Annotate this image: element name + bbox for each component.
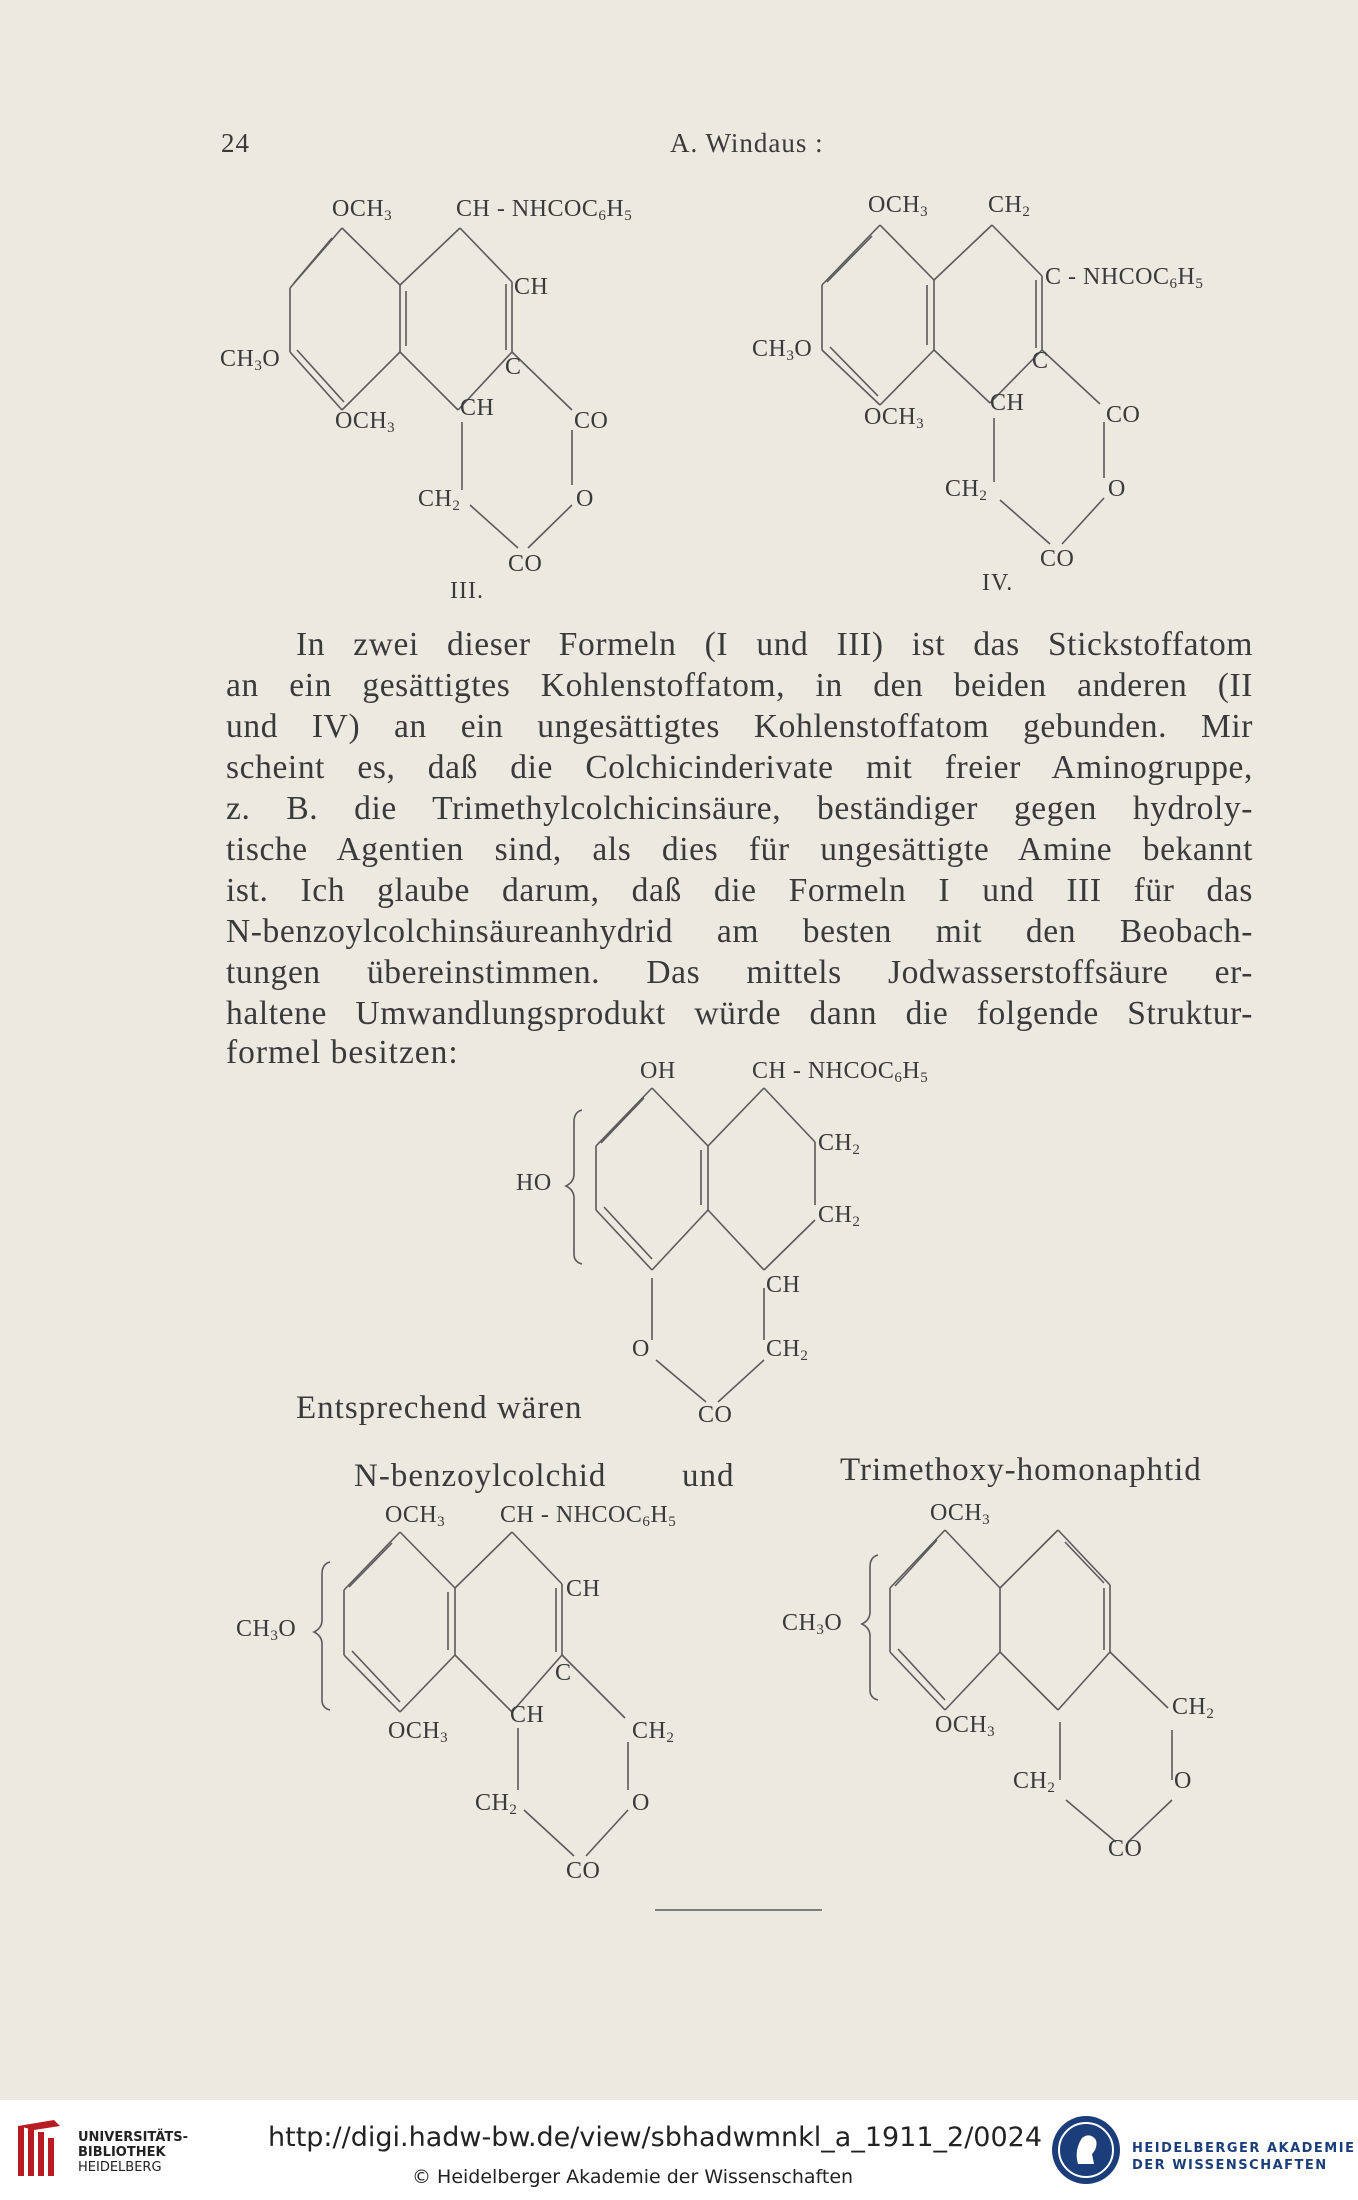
ha-line-2: DER WISSENSCHAFTEN [1132,2158,1328,2173]
formula-iv-numeral: IV. [982,570,1014,596]
formula-iv-och3-top: $OCH_3$ [868,192,929,220]
ub-line-1: UNIVERSITÄTS- [78,2130,188,2145]
formula-middle-o: O [632,1336,650,1362]
formula-bl-och3-top: $OCH_3$ [385,1502,446,1530]
formula-middle-oh: OH [640,1058,676,1084]
document-url-link[interactable]: http://digi.hadw-bw.de/view/sbhadwmnkl_a_1911_2/0024 [268,2122,1043,2153]
formula-bl-chain: CH - $NHCOC_6H_5$ [500,1502,677,1530]
formula-iii-co-right: CO [574,408,609,434]
formula-iv-c: C [1032,348,1049,374]
entsprechend-text: Entsprechend wären [296,1390,583,1426]
paragraph-last-line: formel besitzen: [226,1034,459,1071]
formula-iv-ch2-top: $CH_2$ [988,192,1031,220]
paragraph-line: tungen übereinstimmen. Das mittels Jodwasserstoffsäure er- [226,954,1253,991]
formula-bl-ch-inner: CH [510,1702,545,1728]
paragraph-line: N-benzoylcolchinsäureanhydrid am besten mit den Beobach- [226,913,1253,950]
formula-br-co: CO [1108,1836,1143,1862]
ha-line-1: HEIDELBERGER AKADEMIE [1132,2141,1356,2156]
ub-line-2: BIBLIOTHEK [78,2145,166,2160]
paragraph-line: z. B. die Trimethylcolchicinsäure, beständiger gegen hydroly- [226,790,1253,827]
formula-iii-ch3o: $CH_3O$ [220,346,281,374]
formula-middle-ch2-c: $CH_2$ [766,1336,809,1364]
formula-br-o: O [1174,1768,1192,1794]
paragraph-line: tische Agentien sind, als dies für ungesättigte Amine bekannt [226,831,1253,868]
formula-iii-c: C [505,354,522,380]
formula-iv-ch2: $CH_2$ [945,476,988,504]
academy-name [1132,2140,1355,2174]
university-library-name [78,2130,188,2175]
formula-bl-ch2-right: $CH_2$ [632,1718,675,1746]
paragraph-line: scheint es, daß die Colchicinderivate mit freier Aminogruppe, [226,749,1253,786]
paragraph-line: In zwei dieser Formeln (I und III) ist das Stickstoffatom [296,626,1253,663]
formula-iv-co-right: CO [1106,402,1141,428]
formula-br-ch3o: $CH_3O$ [782,1610,843,1638]
formula-iii-ch: CH [514,274,549,300]
formula-bl-och3-bottom: $OCH_3$ [388,1718,449,1746]
formula-iii-ch-inner: CH [460,395,495,421]
formula-iii-o: O [576,486,594,512]
formula-iv-o: O [1108,476,1126,502]
label-n-benzoylcolchid: N-benzoylcolchid [354,1458,607,1494]
running-head: A. Windaus : [670,128,824,158]
formula-br-ch2-right: $CH_2$ [1172,1694,1215,1722]
paragraph-line: ist. Ich glaube darum, daß die Formeln I und III für das [226,872,1253,909]
formula-iv-co-bottom: CO [1040,546,1075,572]
formula-bl-c: C [555,1660,572,1686]
ub-line-3: HEIDELBERG [78,2160,162,2175]
formula-middle-co: CO [698,1402,733,1428]
footer-bar [0,2100,1358,2200]
label-und: und [682,1458,735,1494]
formula-middle-ch2-b: $CH_2$ [818,1202,861,1230]
page-number: 24 [221,128,250,158]
paragraph-line: haltene Umwandlungsprodukt würde dann die folgende Struktur- [226,995,1253,1032]
formula-br-ch2: $CH_2$ [1013,1768,1056,1796]
formula-middle-ch2-a: $CH_2$ [818,1130,861,1158]
formula-middle-ch: CH [766,1272,801,1298]
paragraph-line: an ein gesättigtes Kohlenstoffatom, in den beiden anderen (II [226,667,1253,704]
formula-iii-och3-top: $OCH_3$ [332,196,393,224]
formula-bl-co: CO [566,1858,601,1884]
formula-iii-och3-bottom: $OCH_3$ [335,408,396,436]
formula-bl-ch: CH [566,1576,601,1602]
label-trimethoxy-homonaphtid: Trimethoxy-homonaphtid [840,1452,1202,1488]
formula-br-och3-top: $OCH_3$ [930,1500,991,1528]
formula-middle-chain: CH - $NHCOC_6H_5$ [752,1058,929,1086]
academy-seal-icon [1050,2114,1122,2186]
formula-iv-ch3o: $CH_3O$ [752,336,813,364]
formula-iii-chain: CH - $NHCOC_6H_5$ [456,196,633,224]
formula-iv-och3-bottom: $OCH_3$ [864,404,925,432]
formula-bl-o: O [632,1790,650,1816]
formula-iii-ch2: $CH_2$ [418,486,461,514]
formula-middle-ho: HO [516,1170,552,1196]
formula-bl-ch2: $CH_2$ [475,1790,518,1818]
formula-br-och3-bottom: $OCH_3$ [935,1712,996,1740]
copyright-notice: © Heidelberger Akademie der Wissenschaften [412,2166,854,2188]
formula-iv-ch-inner: CH [990,390,1025,416]
university-library-logo-icon [14,2118,72,2182]
formula-iii-co-bottom: CO [508,551,543,577]
paragraph-line: und IV) an ein ungesättigtes Kohlenstoffatom gebunden. Mir [226,708,1253,745]
formula-bl-ch3o: $CH_3O$ [236,1616,297,1644]
formula-iv-chain: C - $NHCOC_6H_5$ [1045,264,1204,292]
formula-iii-numeral: III. [450,578,484,604]
